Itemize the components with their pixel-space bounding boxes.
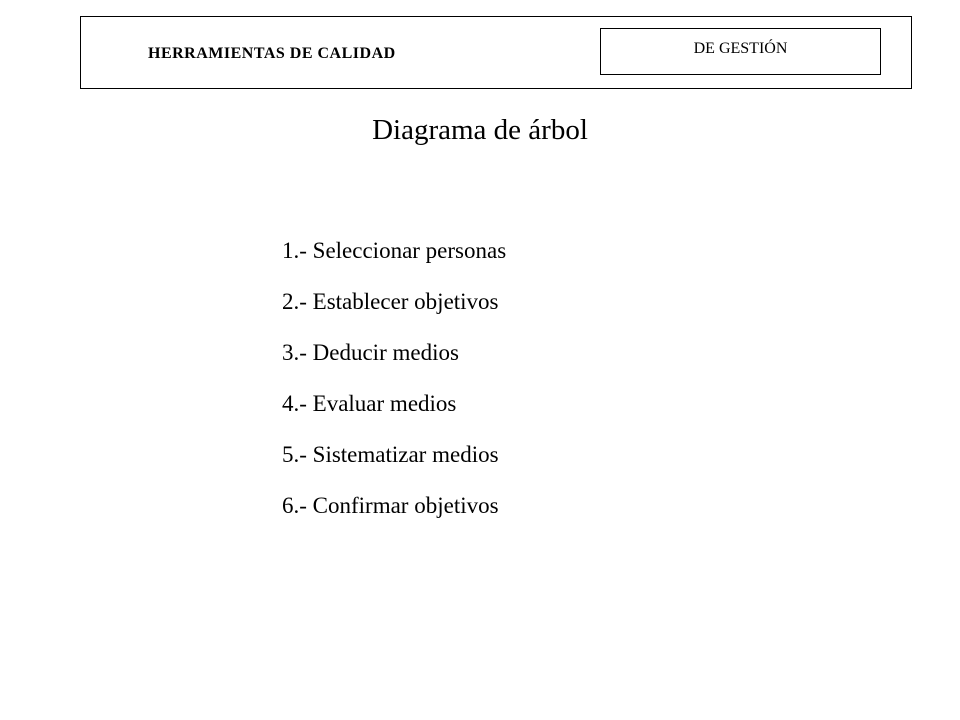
header-category-tag: DE GESTIÓN: [600, 28, 881, 75]
step-item-6: 6.- Confirmar objetivos: [282, 493, 499, 518]
steps-list: [282, 232, 506, 538]
step-item-2: 2.- Establecer objetivos: [282, 289, 499, 314]
page-title: Diagrama de árbol: [372, 114, 588, 146]
header-box: [80, 16, 912, 89]
step-item-1: 1.- Seleccionar personas: [282, 238, 507, 263]
step-item-3: 3.- Deducir medios: [282, 340, 459, 365]
header-title: HERRAMIENTAS DE CALIDAD: [148, 45, 396, 62]
step-item-4: 4.- Evaluar medios: [282, 391, 457, 416]
step-item-5: 5.- Sistematizar medios: [282, 442, 499, 467]
